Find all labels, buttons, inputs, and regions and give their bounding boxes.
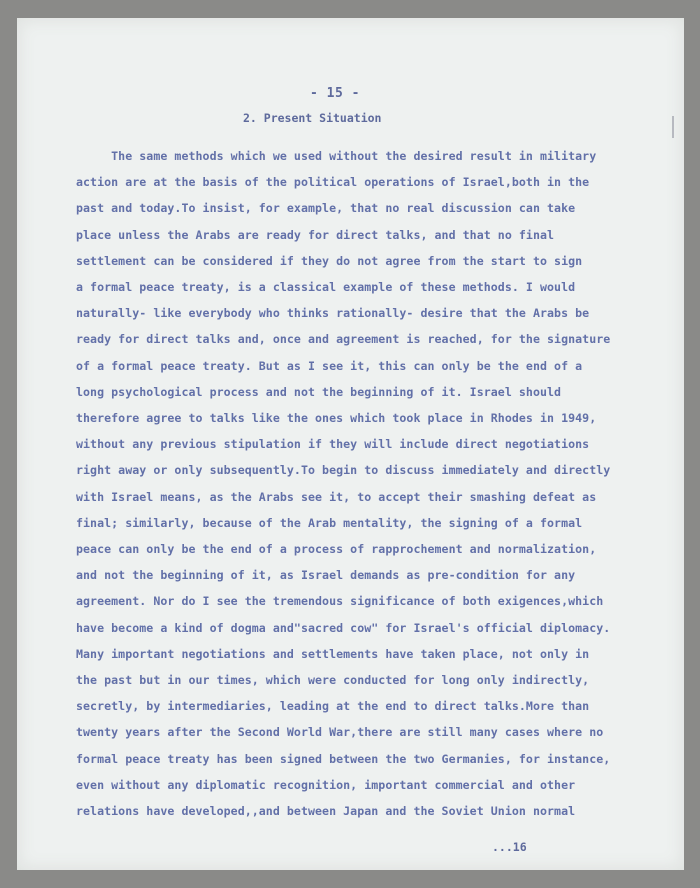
- body-line: therefore agree to talks like the ones which took place in Rhodes in 1949,: [76, 411, 597, 425]
- body-line: formal peace treaty has been signed between the two Germanies, for instance,: [76, 751, 611, 766]
- body-line: past and today.To insist, for example, that no real discussion can take: [76, 201, 576, 216]
- continuation-marker: ...16: [492, 840, 527, 854]
- body-line: place unless the Arabs are ready for direct talks, and that no final: [76, 227, 555, 242]
- body-line: Many important negotiations and settlements have taken place, not only in: [76, 646, 590, 661]
- body-line: have become a kind of dogma and"sacred cow" for Israel's official diplomacy.: [76, 620, 611, 635]
- page-number: - 15 -: [310, 86, 360, 101]
- body-line: even without any diplomatic recognition, important commercial and other: [76, 777, 576, 792]
- section-heading: 2. Present Situation: [243, 111, 382, 125]
- body-line: without any previous stipulation if they will include direct negotiations: [76, 437, 590, 452]
- body-line: with Israel means, as the Arabs see it, to accept their smashing defeat as: [76, 489, 597, 504]
- body-line: agreement. Nor do I see the tremendous significance of both exigences,which: [76, 594, 604, 609]
- margin-mark: [672, 116, 674, 138]
- body-line: of a formal peace treaty. But as I see it, this can only be the end of a: [76, 358, 583, 373]
- body-line: action are at the basis of the political operations of Israel,both in the: [76, 175, 590, 190]
- body-line: peace can only be the end of a process of rapprochement and normalization,: [76, 542, 597, 556]
- body-line: final; similarly, because of the Arab mentality, the signing of a formal: [76, 515, 583, 530]
- body-line: twenty years after the Second World War,there are still many cases where no: [76, 725, 604, 740]
- body-line: secretly, by intermediaries, leading at the end to direct talks.More than: [76, 699, 590, 714]
- body-line: settlement can be considered if they do not agree from the start to sign: [76, 253, 583, 268]
- body-line: and not the beginning of it, as Israel demands as pre-condition for any: [76, 568, 576, 583]
- body-line: right away or only subsequently.To begin to discuss immediately and directly: [76, 463, 611, 478]
- body-line: a formal peace treaty, is a classical example of these methods. I would: [76, 280, 576, 294]
- body-line: relations have developed,,and between Japan and the Soviet Union normal: [76, 804, 576, 818]
- body-line: ready for direct talks and, once and agreement is reached, for the signature: [76, 332, 611, 347]
- body-line: naturally- like everybody who thinks rationally- desire that the Arabs be: [76, 306, 590, 321]
- body-line: the past but in our times, which were conducted for long only indirectly,: [76, 673, 590, 687]
- body-line: long psychological process and not the beginning of it. Israel should: [76, 384, 562, 399]
- body-line: The same methods which we used without the desired result in military: [76, 149, 597, 163]
